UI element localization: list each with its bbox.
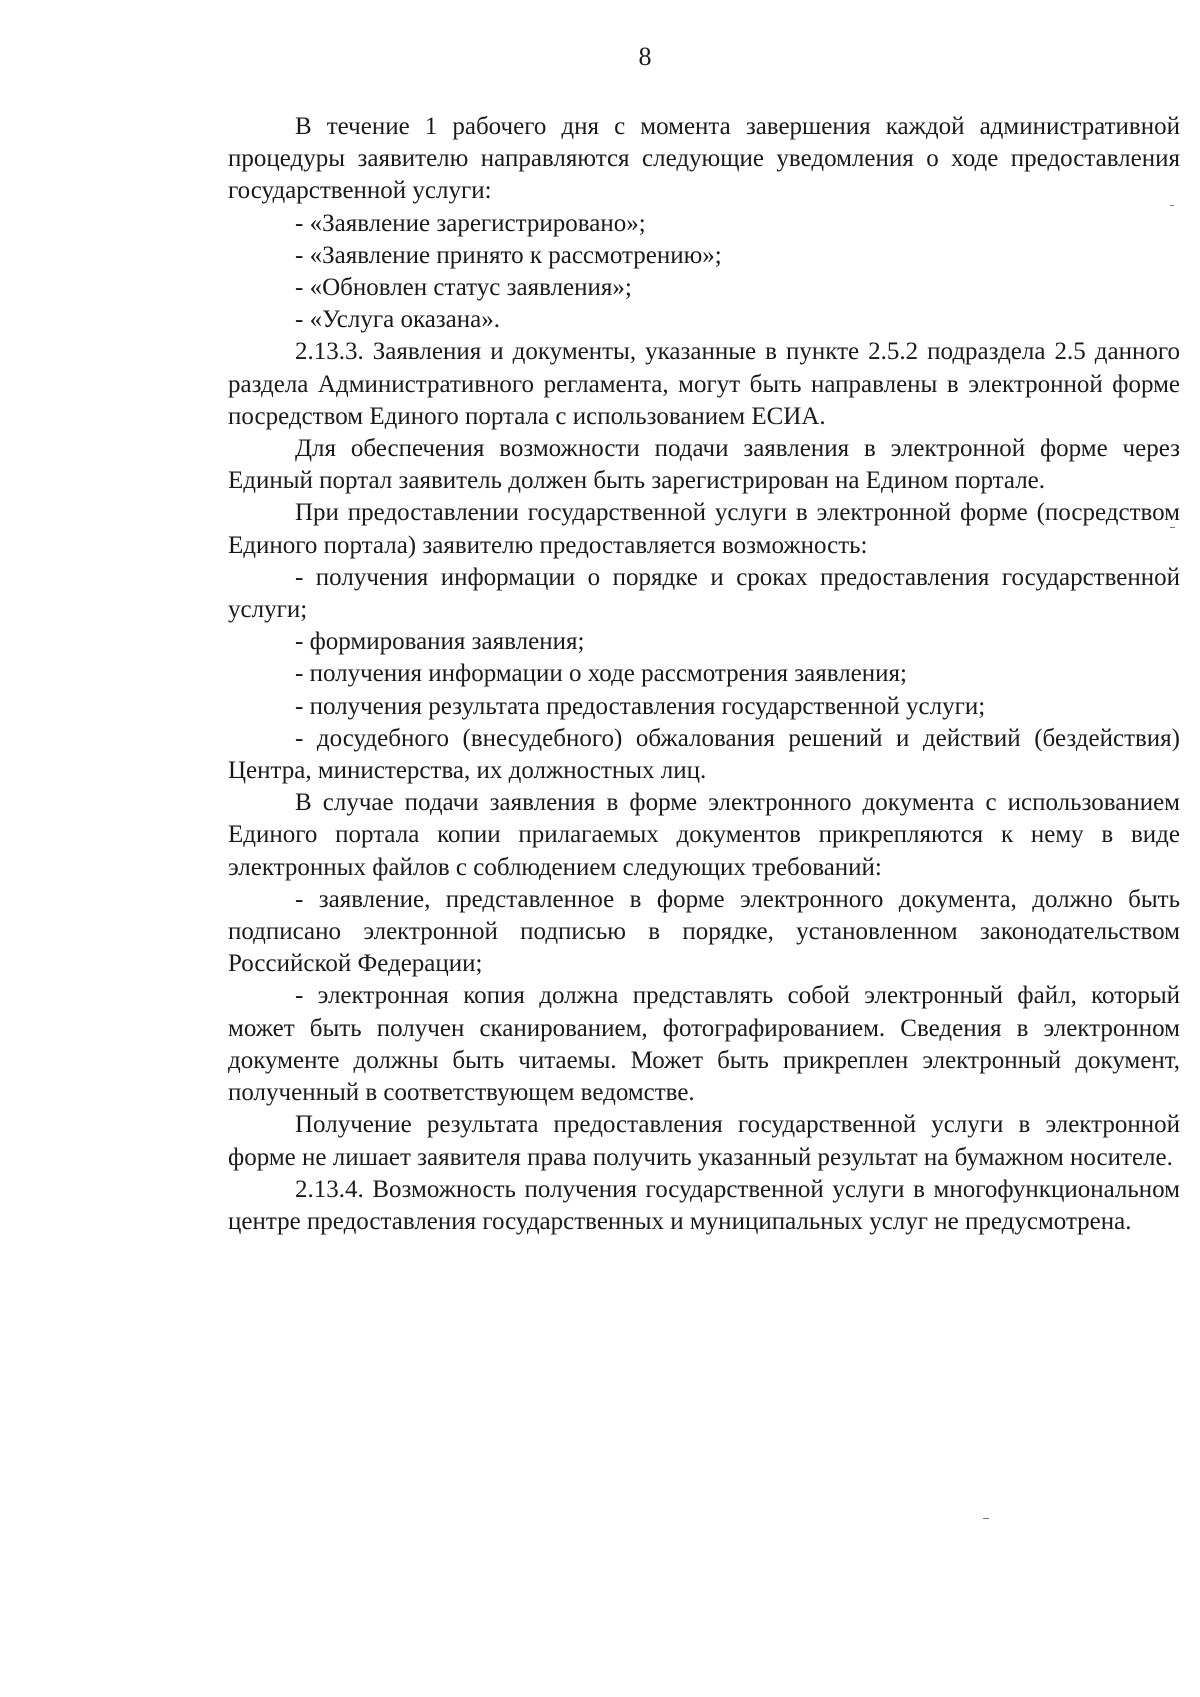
scan-artifact [1170, 527, 1175, 528]
list-item-info-terms: - получения информации о порядке и сроках предоставления государственной услуги; [228, 563, 1180, 624]
list-item-signature: - заявление, представленное в форме электронного документа, должно быть подписано электронной подписью в порядке, установленном законодательством Российской Федерации; [228, 885, 1180, 978]
paragraph-portal-registration: Для обеспечения возможности подачи заявления в электронной форме через Единый портал заявитель должен быть зарегистрирован на Едином портале. [228, 435, 1180, 495]
list-item-appeal: - досудебного (внесудебного) обжалования решений и действий (бездействия) Центра, министерства, их должностных лиц. [228, 724, 1180, 785]
list-item-accepted: - «Заявление принято к рассмотрению»; [295, 241, 722, 269]
paragraph-2-13-3: 2.13.3. Заявления и документы, указанные в пункте 2.5.2 подраздела 2.5 данного раздела Административного регламента, могут быть направлены в электронной форме посредством Единого портала с использованием ЕСИА. [228, 338, 1180, 430]
page-number: 8 [638, 42, 652, 71]
paragraph-electronic-submission: В случае подачи заявления в форме электронного документа с использованием Единого портала копии прилагаемых документов прикрепляются к нему в виде электронных файлов с соблюдением следующих требований: [228, 789, 1180, 881]
document-body [228, 111, 1180, 1238]
scan-artifact [983, 1518, 989, 1519]
list-item-form-application: - формирования заявления; [295, 628, 585, 656]
list-item-status-updated: - «Обновлен статус заявления»; [295, 274, 632, 302]
scan-artifact [1170, 205, 1174, 206]
list-item-get-result: - получения результата предоставления государственной услуги; [295, 692, 986, 720]
paragraph-2-13-4: 2.13.4. Возможность получения государственной услуги в многофункциональном центре предоставления государственных и муниципальных услуг не предусмотрена. [228, 1175, 1180, 1235]
paragraph-paper-result: Получение результата предоставления государственной услуги в электронной форме не лишает заявителя права получить указанный результат на бумажном носителе. [228, 1111, 1180, 1171]
list-item-registered: - «Заявление зарегистрировано»; [295, 209, 646, 237]
paragraph-electronic-form-possibilities: При предоставлении государственной услуги в электронной форме (посредством Единого портала) заявителю предоставляется возможность: [228, 499, 1180, 559]
list-item-info-progress: - получения информации о ходе рассмотрения заявления; [295, 660, 907, 688]
list-item-electronic-copy: - электронная копия должна представлять собой электронный файл, который может быть получен сканированием, фотографированием. Сведения в электронном документе должны быть читаемы. Может быть прикреплен электронный документ, полученный в соответствующем ведомстве. [228, 982, 1180, 1107]
paragraph-notifications-intro: В течение 1 рабочего дня с момента завершения каждой административной процедуры заявителю направляются следующие уведомления о ходе предоставления государственной услуги: [228, 113, 1180, 205]
list-item-service-rendered: - «Услуга оказана». [295, 306, 501, 334]
